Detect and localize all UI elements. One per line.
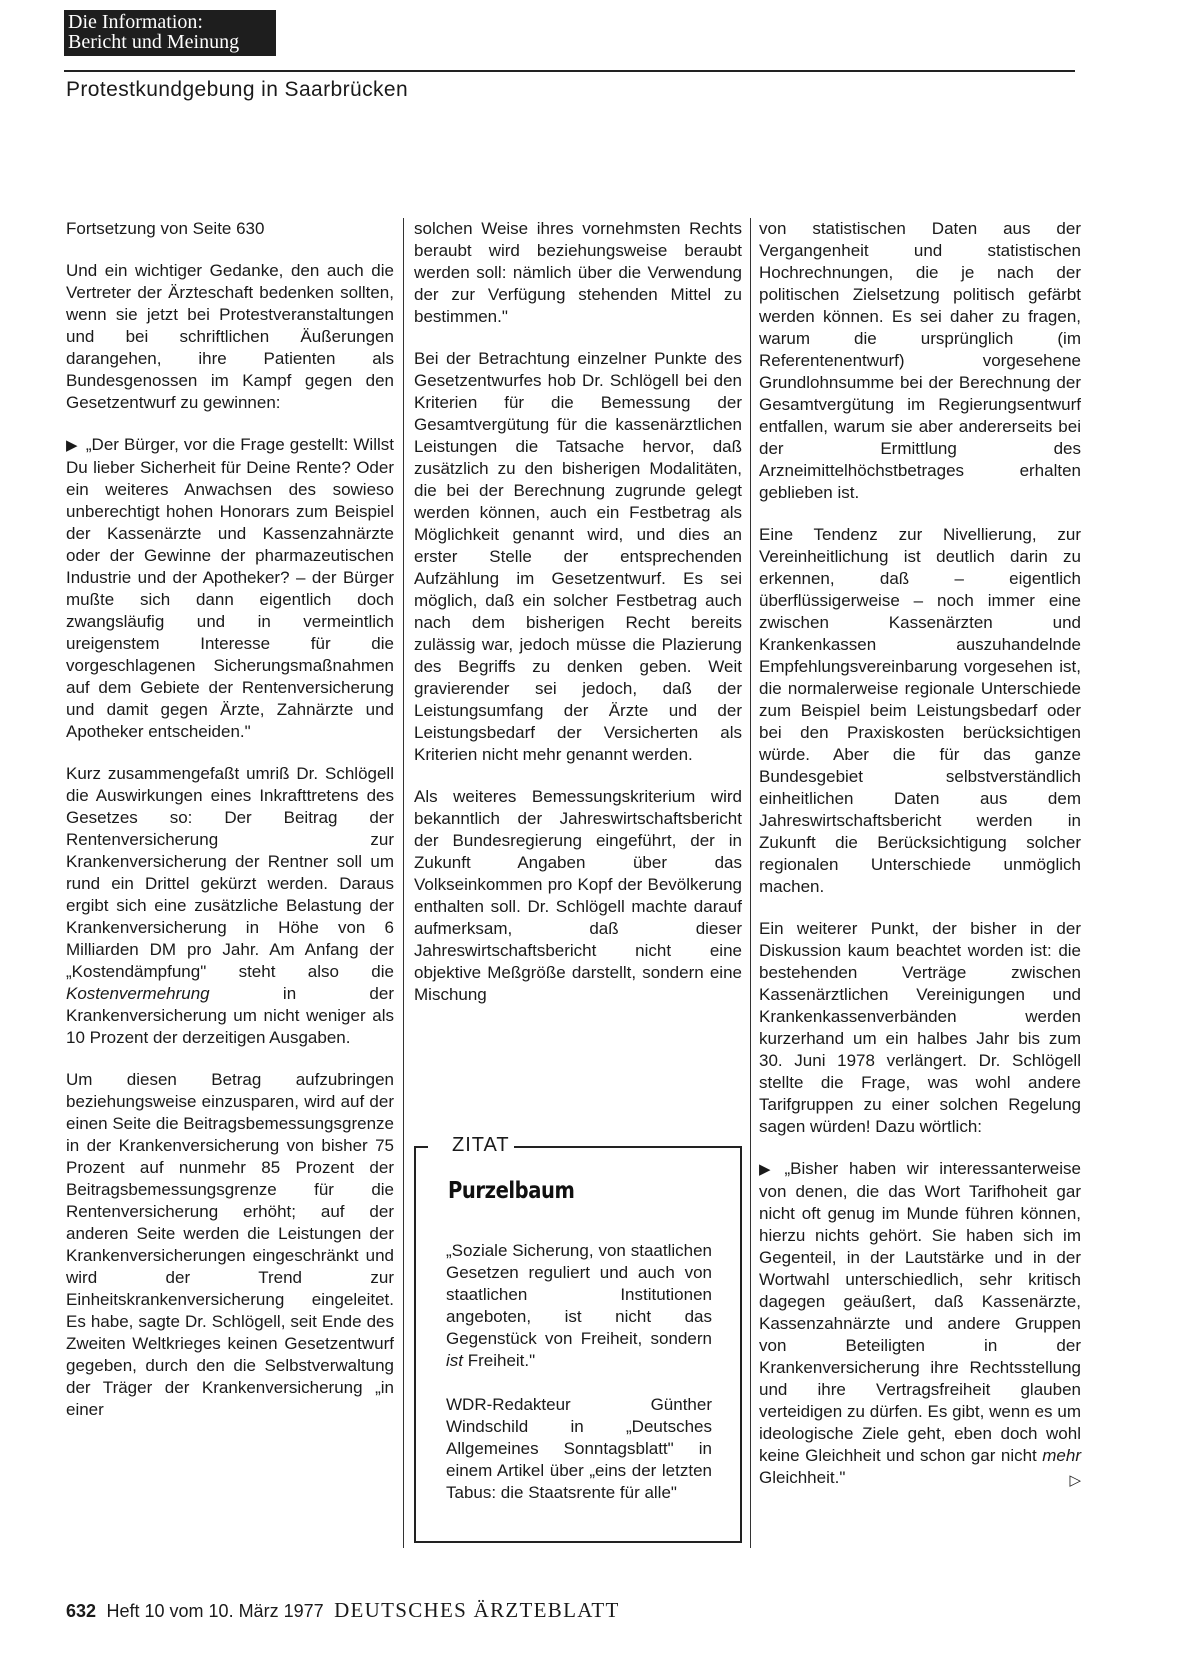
quote-body	[446, 1240, 712, 1526]
magazine-title: DEUTSCHES ÄRZTEBLATT	[334, 1598, 620, 1622]
page-footer	[66, 1598, 620, 1623]
emphasis-text: Kostenvermehrung	[66, 984, 210, 1003]
continue-arrow-icon: ▷	[1069, 1472, 1081, 1489]
rubric-line-2: Bericht und Meinung	[68, 31, 240, 53]
paragraph	[66, 763, 394, 1049]
paragraph: Als weiteres Bemessungskriterium wird bekanntlich der Jahreswirtschaftsbericht der Bundesregierung eingeführt, der in Zukunft Angaben über das Volkseinkommen pro Kopf der Bevölkerung enthalten soll. Dr. Schlögell machte darauf aufmerksam, daß dieser Jahreswirtschaftsbericht nicht eine objektive Meßgröße darstellt, sondern eine Mischung	[414, 787, 742, 1004]
paragraph-text: in der Krankenversicherung um nicht weniger als 10 Prozent der derzeitigen Ausgaben.	[66, 984, 394, 1047]
article-headline: Protestkundgebung in Saarbrücken	[66, 78, 409, 101]
quote-box	[414, 1134, 742, 1543]
column-1	[66, 218, 394, 1421]
emphasis-text: mehr	[1042, 1446, 1081, 1465]
paragraph: Ein weiterer Punkt, der bisher in der Diskussion kaum beachtet worden ist: die bestehenden Verträge zwischen Kassenärztlichen Vereinigungen und Krankenkassenverbänden werden kurzerhand um ein halbes Jahr bis zum 30. Juni 1978 verlängert. Dr. Schlögell stellte die Frage, was wohl andere Tarifgruppen zu einer solchen Regelung sagen würden! Dazu wörtlich:	[759, 919, 1081, 1136]
column-divider	[750, 218, 751, 1548]
continuation-note: Fortsetzung von Seite 630	[66, 219, 265, 238]
quote-text	[446, 1240, 712, 1372]
quote-label: ZITAT	[448, 1134, 514, 1157]
issue-info: Heft 10 vom 10. März 1977	[106, 1601, 324, 1621]
quoted-text: Gleichheit."	[759, 1468, 846, 1487]
quoted-text: „Der Bürger, vor die Frage gestellt: Willst Du lieber Sicherheit für Deine Rente? Oder ein weiteres Anwachsen des sowieso unberechtigt hohen Honorars zum Beispiel der Kassenärzte und Kassenzahnärzte oder der Gewinne der pharmazeutischen Industrie und der Apotheker? – der Bürger mußte sich dann eigentlich doch zwangsläufig und in vermeintlich ureigenstem Interesse für die vorgeschlagenen Sicherungsmaßnahmen auf dem Gebiete der Rentenversicherung und damit gegen Ärzte, Zahnärzte und Apotheker entscheiden."	[66, 435, 394, 741]
rubric-line-1: Die Information:	[68, 11, 203, 33]
quote-source: WDR-Redakteur Günther Windschild in „Deutsches Allgemeines Sonntagsblatt" in einem Artikel über „eins der letzten Tabus: die Staatsrente für alle"	[446, 1395, 712, 1502]
quote-title: Purzelbaum	[448, 1178, 575, 1204]
quoted-paragraph	[759, 1158, 1081, 1489]
bullet-triangle-icon: ▶	[66, 437, 78, 454]
page-number: 632	[66, 1601, 97, 1621]
quote-text-part: Freiheit."	[463, 1351, 536, 1370]
paragraph: Und ein wichtiger Gedanke, den auch die Vertreter der Ärzteschaft bedenken sollten, wenn sie jetzt bei Protestveranstaltungen und bei schriftlichen Äußerungen darangehen, ihre Patienten als Bundesgenossen im Kampf gegen den Gesetzentwurf zu gewinnen:	[66, 261, 394, 412]
paragraph-text: Kurz zusammengefaßt umriß Dr. Schlögell die Auswirkungen eines Inkrafttretens des Gesetzes so: Der Beitrag der Rentenversicherung zur Krankenversicherung der Rentner soll um rund ein Drittel gekürzt werden. Daraus ergibt sich eine zusätzliche Belastung der Krankenversicherung in Höhe von 6 Milliarden DM pro Jahr. Am Anfang der „Kostendämpfung" steht also die	[66, 764, 394, 981]
column-2	[414, 218, 742, 1006]
quote-text-part: „Soziale Sicherung, von staatlichen Gesetzen reguliert und auch von staatlichen Institutionen angeboten, ist nicht das Gegenstück von Freiheit, sondern	[446, 1241, 712, 1348]
quote-box-rule	[414, 1146, 428, 1148]
column-3	[759, 218, 1081, 1492]
column-divider	[403, 218, 404, 1548]
bullet-triangle-icon: ▶	[759, 1161, 777, 1178]
emphasis-text: ist	[446, 1351, 463, 1370]
paragraph: Um diesen Betrag aufzubringen beziehungsweise einzusparen, wird auf der einen Seite die Beitragsbemessungsgrenze in der Krankenversicherung von bisher 75 Prozent auf nunmehr 85 Prozent der Beitragsbemessungsgrenze für die Rentenversicherung erhöht; auf der anderen Seite werden die Leistungen der Krankenversicherungen eingeschränkt und wird der Trend zur Einheitskrankenversicherung eingeleitet. Es habe, sagte Dr. Schlögell, seit Ende des Zweiten Weltkrieges keinen Gesetzentwurf gegeben, durch den die Selbstverwaltung der Träger der Krankenversicherung „in einer	[66, 1070, 394, 1419]
section-rubric	[64, 10, 276, 56]
paragraph: solchen Weise ihres vornehmsten Rechts beraubt wird beziehungsweise beraubt werden soll: nämlich über die Verwendung der zur Verfügung stehenden Mittel zu bestimmen."	[414, 219, 742, 326]
quoted-text: „Bisher haben wir interessanterweise von denen, die das Wort Tarifhoheit gar nicht oft genug im Munde führen können, hierzu nichts gehört. Sie haben sich im Gegenteil, in der Lautstärke und in der Wortwahl unterschiedlich, sehr kritisch dagegen geäußert, daß Kassenärzte, Kassenzahnärzte und andere Gruppen von Beteiligten in der Krankenversicherung ihre Rechtsstellung und ihre Vertragsfreiheit glauben verteidigen zu dürfen. Es gibt, wenn es um ideologische Ziele geht, eben doch wohl keine Gleichheit und schon gar nicht	[759, 1159, 1081, 1465]
quote-box-rule	[508, 1146, 742, 1148]
paragraph: von statistischen Daten aus der Vergangenheit und statistischen Hochrechnungen, die je nach der politischen Zielsetzung politisch gefärbt werden können. Es sei daher zu fragen, warum die ursprünglich (im Referentenentwurf) vorgesehene Grundlohnsumme bei der Berechnung der Gesamtvergütung im Regierungsentwurf entfallen, warum sie aber andererseits bei der Ermittlung des Arzneimittelhöchstbetrages erhalten geblieben ist.	[759, 219, 1081, 502]
header-rule	[64, 70, 1075, 72]
paragraph: Eine Tendenz zur Nivellierung, zur Vereinheitlichung ist deutlich darin zu erkennen, daß – eigentlich überflüssigerweise – noch immer eine zwischen Kassenärzten und Krankenkassen auszuhandelnde Empfehlungsvereinbarung vorgesehen ist, die normalerweise regionale Unterschiede zum Beispiel beim Leistungsbedarf oder bei den Praxiskosten berücksichtigen würde. Aber die für das ganze Bundesgebiet selbstverständlich einheitlichen Daten aus dem Jahreswirtschaftsbericht werden in Zukunft die Berücksichtigung solcher regionalen Unterschiede unmöglich machen.	[759, 525, 1081, 896]
paragraph: Bei der Betrachtung einzelner Punkte des Gesetzentwurfes hob Dr. Schlögell bei den Kriterien für die Bemessung der Gesamtvergütung für die kassenärztlichen Leistungen die Tatsache hervor, daß zusätzlich zu den bisherigen Modalitäten, die bei der Berechnung zugrunde gelegt werden können, auch ein Festbetrag als Möglichkeit genannt wird, und dies an erster Stelle der entsprechenden Aufzählung im Gesetzentwurf. Es sei möglich, daß ein solcher Festbetrag auch nach dem bisherigen Recht bereits zulässig war, jedoch müsse die Plazierung des Begriffs zu denken geben. Weit gravierender sei jedoch, daß der Leistungsumfang der Ärzte und der Leistungsbedarf der Versicherten als Kriterien nicht mehr genannt werden.	[414, 349, 742, 764]
quoted-paragraph	[66, 434, 394, 743]
